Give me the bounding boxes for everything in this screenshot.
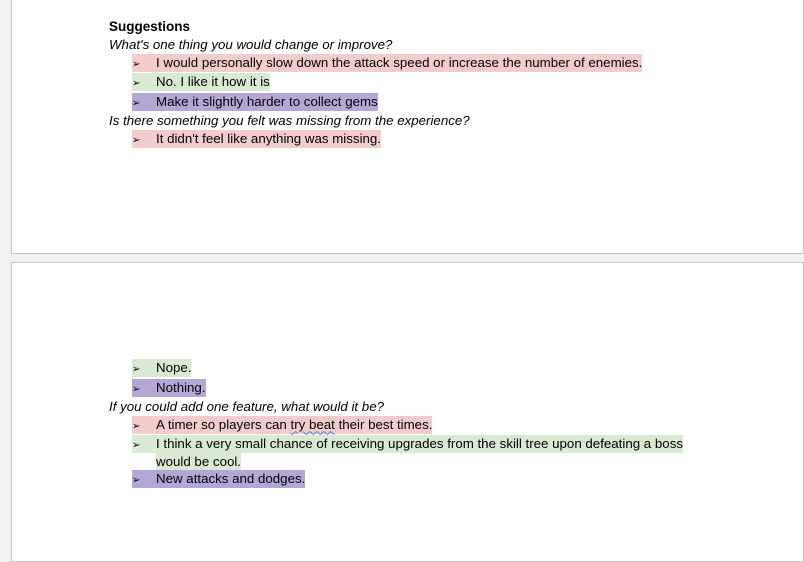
answer-text: Nope. (156, 360, 192, 375)
highlighted-answer (132, 470, 305, 488)
highlighted-answer (132, 359, 191, 377)
list-item (132, 130, 709, 150)
arrow-bullet-icon: ➢ (132, 97, 141, 109)
answer-text-before: A timer so players can (156, 416, 291, 432)
highlighted-bullet (132, 435, 156, 453)
highlighted-answer (132, 416, 432, 434)
list-item (132, 416, 709, 436)
spelling-flagged-word[interactable]: try beat (290, 416, 335, 432)
answer-text: I would personally slow down the attack speed or increase the number of enemies. (156, 54, 643, 70)
document-page-2 (11, 262, 804, 562)
highlighted-answer (132, 130, 381, 148)
arrow-bullet-icon: ➢ (132, 440, 141, 451)
arrow-bullet-icon: ➢ (132, 58, 141, 70)
arrow-bullet-icon: ➢ (132, 364, 141, 375)
answer-text: Nothing. (156, 379, 206, 395)
answer-text: It didn't feel like anything was missing. (156, 130, 382, 146)
list-item (132, 54, 709, 74)
document-page-1 (11, 0, 804, 254)
answer-text: No. I like it how it is (156, 74, 270, 89)
answer-text: Make it slightly harder to collect gems (156, 93, 378, 109)
highlighted-answer (132, 93, 378, 111)
list-item (132, 93, 709, 113)
highlighted-answer (132, 54, 642, 72)
list-item (132, 73, 709, 93)
arrow-bullet-icon: ➢ (132, 134, 141, 146)
question-missing: Is there something you felt was missing from the experience? (109, 113, 470, 128)
list-item (132, 470, 709, 490)
arrow-bullet-icon: ➢ (132, 383, 141, 395)
arrow-bullet-icon: ➢ (132, 475, 141, 486)
list-item (132, 359, 709, 379)
suggestions-section-continued (109, 359, 709, 490)
arrow-bullet-icon: ➢ (132, 78, 141, 89)
answer-text-after: their best times. (334, 416, 433, 432)
answer-text: I think a very small chance of receiving upgrades from the skill tree upon defeating a boss would be cool. (156, 436, 683, 469)
question-change-improve: What's one thing you would change or improve? (109, 37, 393, 52)
list-item (132, 435, 709, 470)
question-add-feature: If you could add one feature, what would it be? (109, 399, 384, 414)
answer-text: New attacks and dodges. (156, 471, 306, 486)
arrow-bullet-icon: ➢ (132, 420, 141, 432)
list-item (132, 379, 709, 399)
highlighted-answer (132, 73, 270, 91)
suggestions-section (109, 18, 709, 149)
answer-text-wrapper (156, 435, 686, 470)
highlighted-answer (132, 379, 206, 397)
section-heading: Suggestions (109, 19, 191, 34)
